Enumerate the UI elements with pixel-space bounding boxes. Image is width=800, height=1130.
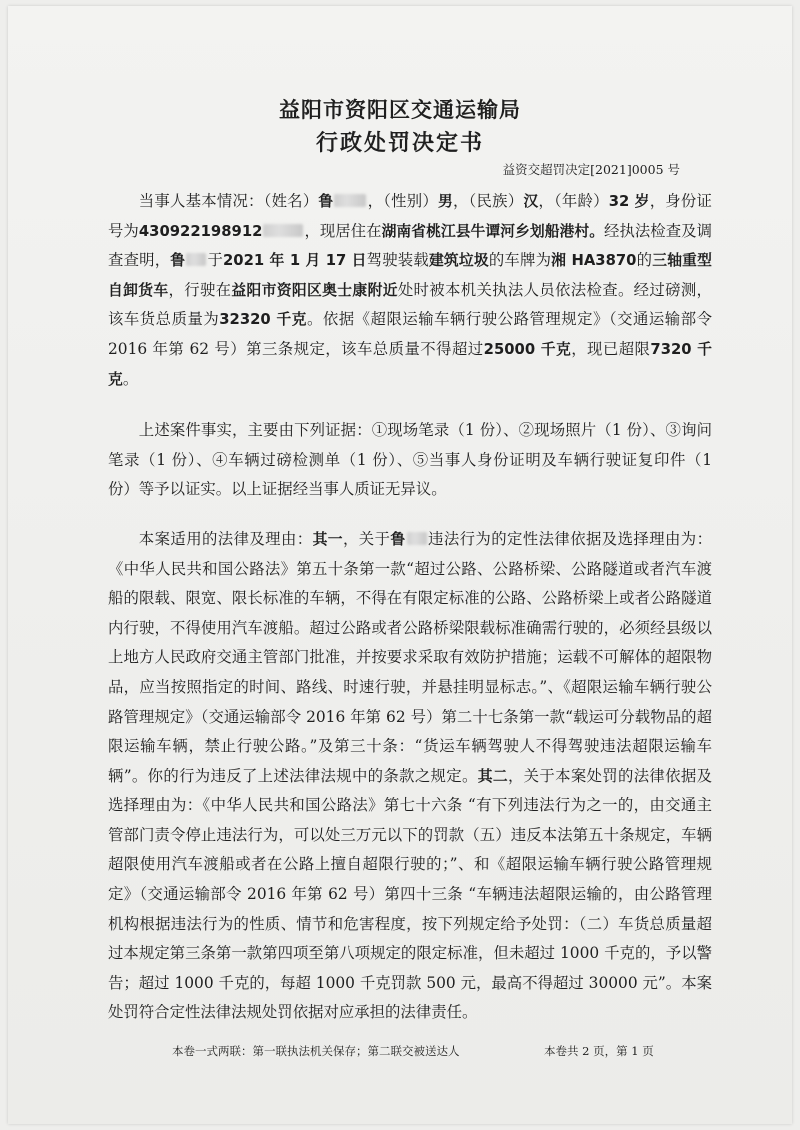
license-plate: 湘 HA3870 (551, 252, 637, 270)
document-title: 行政处罚决定书 (315, 131, 484, 156)
redacted-id-mark (263, 224, 303, 237)
redacted-name-mark-2 (186, 253, 206, 266)
weight-limit: 25000 千克 (483, 340, 572, 358)
party-ethnicity: 汉 (523, 193, 539, 210)
copies-note: 本卷一式两联：第一联执法机关保存；第二联交被送达人 (172, 1044, 460, 1058)
evidence-paragraph: 上述案件事实，主要由下列证据：①现场笔录（1 份）、②现场照片（1 份）、③询问笔录（1 份）、④车辆过磅检测单（1 份）、⑤当事人身份证明及车辆行驶证复印件（1 份）等予以证实。以上证据经当事人质证无异议。 (108, 421, 712, 499)
cargo-type: 建筑垃圾 (428, 252, 489, 270)
legal-basis-paragraph: 本案适用的法律及理由：其一，关于鲁 违法行为的定性法律依据及选择理由为：《中华人民共和国公路法》第五十条第一款“超过公路、公路桥梁、公路隧道或者汽车渡船的限载、限宽、限长标准的车辆，不得在有限定标准的公路、公路桥梁上或者公路隧道内行驶，不得使用汽车渡船。超过公路或者公路桥梁限载标准确需行驶的，必须经县级以上地方人民政府交通主管部门批准，并按要求采取有效防护措施；运载不可解体的超限物品，应当按照指定的时间、路线、时速行驶，并悬挂明显标志。”、《超限运输车辆行驶公路管理规定》（交通运输部令 2016 年第 62 号）第二十七条第一款“载运可分载物品的超限运输车辆，禁止行驶公路。”及第三十条：“货运车辆驾驶人不得驾驶违法超限运输车辆”。你的行为违反了上述法律法规中的条款之规定。其二，关于本案处罚的法律依据及选择理由为：《中华人民共和国公路法》第七十六条 “有下列违法行为之一的，由交通主管部门责令停止违法行为，可以处三万元以下的罚款（五）违反本法第五十条规定，车辆超限使用汽车渡船或者在公路上擅自超限行驶的；”、和《超限运输车辆行驶公路管理规定》（交通运输部令 2016 年第 62 号）第四十三条 “车辆违法超限运输的，由公路管理机构根据违法行为的性质、情节和危害程度，按下列规定给予处罚：（二）车货总质量超过本规定第三条第一款第四项至第八项规定的限定标准，但未超过 1000 千克的，予以警告；超过 1000 千克的，每超 1000 千克罚款 500 元，最高不得超过 30000 元”。本案处罚符合定性法律法规处罚依据对应承担的法律责任。 (108, 529, 712, 1022)
party-gender: 男 (437, 193, 453, 210)
party-name-2: 鲁 (170, 252, 186, 270)
redacted-name-mark (334, 194, 366, 207)
party-address: 湖南省桃江县牛谭河乡划船港村。 (381, 222, 605, 240)
redacted-name-mark-3 (407, 532, 427, 545)
vehicle-type: 三轴重型自卸货车 (108, 252, 712, 299)
page-indicator: 本卷共 2 页，第 1 页 (544, 1044, 654, 1058)
issuing-agency: 益阳市资阳区交通运输局 (279, 98, 521, 122)
violation-location: 益阳市资阳区奥士康附近 (231, 281, 398, 299)
document-body (108, 187, 712, 1028)
party-name-3: 鲁 (390, 530, 406, 548)
second-reason-label: 其二 (477, 767, 508, 785)
party-age: 32 岁 (608, 193, 650, 210)
excess-weight: 7320 千克 (108, 340, 712, 388)
violation-date: 2021 年 1 月 17 日 (223, 252, 367, 270)
gross-weight: 32320 千克 (219, 311, 307, 329)
document-number: 益资交超罚决定[2021]0005 号 (502, 162, 680, 177)
party-info-paragraph: 当事人基本情况：（姓名）鲁 ，（性别）男，（民族）汉，（年龄）32 岁，身份证号为430922198912 ，现居住在湖南省桃江县牛谭河乡划船港村。经执法检查及调查查明，鲁 于2021 年 1 月 17 日驾驶装载建筑垃圾的车牌为湘 HA3870的三轴重型自卸货车，行驶在益阳市资阳区奥士康附近处时被本机关执法人员依法检查。经过磅测，该车货总质量为32320 千克。依据《超限运输车辆行驶公路管理规定》（交通运输部令 2016 年第 62 号）第三条规定，该车总质量不得超过25000 千克，现已超限7320 千克。 (108, 192, 712, 388)
party-name: 鲁 (318, 193, 334, 210)
document-page (8, 6, 792, 1124)
party-id-number: 430922198912 (138, 222, 263, 240)
first-reason-label: 其一 (312, 530, 343, 548)
